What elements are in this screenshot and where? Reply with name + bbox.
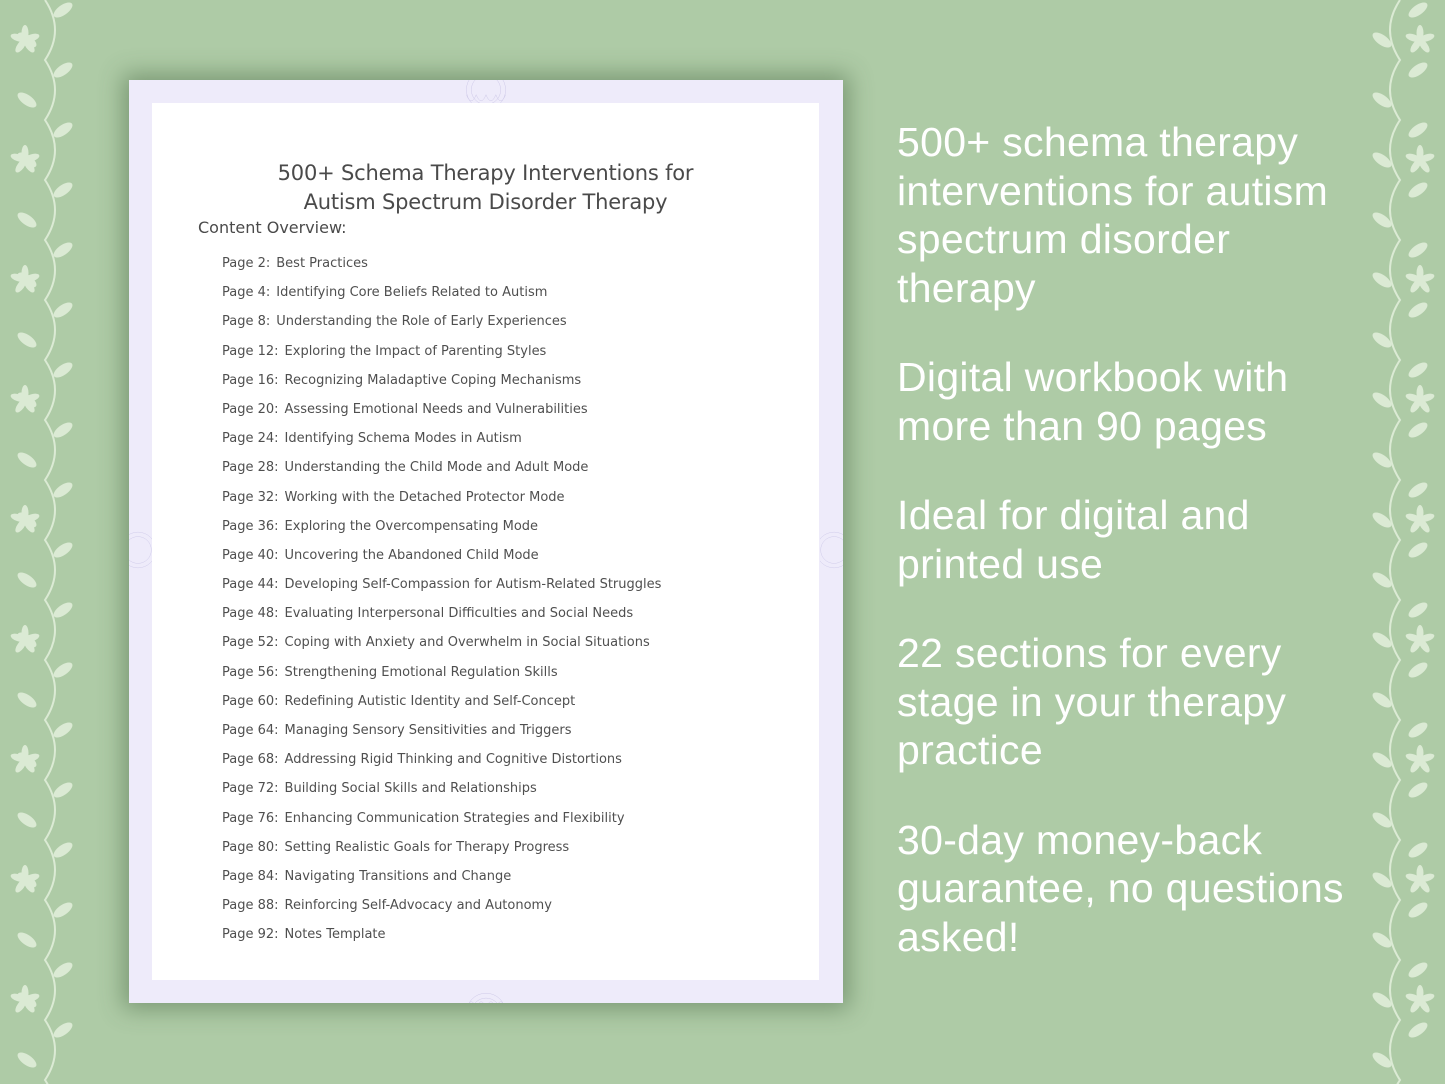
toc-page-number: Page 84: [222,868,279,884]
toc-title: Identifying Schema Modes in Autism [284,431,522,447]
toc-page-number: Page 56: [222,664,279,680]
toc-item [222,488,661,517]
toc-item [222,429,661,458]
toc-item [222,458,661,487]
toc-title: Strengthening Emotional Regulation Skills [284,664,558,680]
toc-title: Best Practices [276,256,368,271]
toc-item [222,867,661,896]
table-of-contents [222,254,661,955]
document-title [152,159,819,217]
feature-item: 500+ schema therapy interventions for autism spectrum disorder therapy [897,119,1329,311]
toc-title: Developing Self-Compassion for Autism-Related Struggles [284,577,662,593]
toc-title: Notes Template [284,927,386,943]
toc-page-number: Page 40: [222,547,279,563]
document-content [152,103,819,980]
toc-title: Exploring the Overcompensating Mode [284,518,539,534]
toc-page-number: Page 16: [222,372,279,388]
toc-title: Understanding the Role of Early Experiences [276,314,567,330]
toc-page-number: Page 80: [222,839,279,855]
feature-item: Digital workbook with more than 90 pages [897,354,1289,449]
toc-page-number: Page 44: [222,577,279,593]
toc-item [222,809,661,838]
toc-title: Identifying Core Beliefs Related to Autism [276,285,548,301]
toc-page-number: Page 64: [222,723,279,738]
toc-item [222,750,661,779]
toc-item [222,896,661,925]
toc-item [222,925,661,954]
toc-page-number: Page 28: [222,460,279,476]
floral-vine-right-icon [1355,0,1445,1084]
toc-page-number: Page 88: [222,898,279,914]
toc-title: Managing Sensory Sensitivities and Triggers [284,723,572,738]
mandala-left-icon [129,450,152,650]
toc-title: Building Social Skills and Relationships [284,781,537,797]
toc-title: Evaluating Interpersonal Difficulties and Social Needs [284,606,634,622]
mandala-right-icon [820,450,843,650]
toc-item [222,283,661,312]
toc-page-number: Page 32: [222,489,279,505]
toc-title: Recognizing Maladaptive Coping Mechanisms [284,372,582,388]
toc-title: Setting Realistic Goals for Therapy Progress [284,839,570,855]
toc-item [222,546,661,575]
toc-page-number: Page 72: [222,781,279,797]
feature-item: 22 sections for every stage in your therapy practice [897,630,1287,773]
content-overview-label: Content Overview: [198,218,347,237]
toc-title: Exploring the Impact of Parenting Styles [284,343,547,359]
toc-item [222,254,661,283]
toc-title: Assessing Emotional Needs and Vulnerabilities [284,401,588,417]
document-title-line2: Autism Spectrum Disorder Therapy [303,190,668,214]
toc-item [222,604,661,633]
toc-title: Understanding the Child Mode and Adult Mode [284,460,589,476]
toc-page-number: Page 92: [222,927,279,943]
toc-page-number: Page 24: [222,431,279,447]
toc-page-number: Page 4: [222,285,271,301]
toc-page-number: Page 76: [222,810,279,826]
toc-item [222,721,661,750]
toc-title: Uncovering the Abandoned Child Mode [284,547,539,563]
toc-title: Coping with Anxiety and Overwhelm in Social Situations [284,635,650,651]
toc-page-number: Page 60: [222,693,279,709]
toc-title: Enhancing Communication Strategies and Flexibility [284,810,625,826]
toc-title: Working with the Detached Protector Mode [284,489,565,505]
toc-title: Navigating Transitions and Change [284,868,512,884]
toc-page-number: Page 2: [222,256,271,271]
toc-item [222,663,661,692]
toc-item [222,342,661,371]
toc-item [222,633,661,662]
toc-item [222,400,661,429]
floral-vine-left-icon [0,0,90,1084]
toc-item [222,371,661,400]
toc-page-number: Page 68: [222,752,279,768]
toc-item [222,779,661,808]
toc-item [222,575,661,604]
toc-title: Reinforcing Self-Advocacy and Autonomy [284,898,552,914]
document-preview [129,80,843,1003]
toc-item [222,838,661,867]
toc-page-number: Page 36: [222,518,279,534]
toc-page-number: Page 20: [222,401,279,417]
toc-page-number: Page 52: [222,635,279,651]
feature-list [897,118,1367,1002]
toc-title: Redefining Autistic Identity and Self-Concept [284,693,576,709]
toc-page-number: Page 12: [222,343,279,359]
toc-item [222,692,661,721]
toc-item [222,517,661,546]
feature-item: 30-day money-back guarantee, no questions asked! [897,816,1344,960]
toc-title: Addressing Rigid Thinking and Cognitive Distortions [284,752,622,768]
toc-item [222,312,661,341]
toc-page-number: Page 8: [222,314,271,330]
feature-item: Ideal for digital and printed use [897,492,1250,587]
mandala-bottom-icon [379,977,593,1003]
toc-page-number: Page 48: [222,606,279,622]
document-title-line1: 500+ Schema Therapy Interventions for [277,161,694,185]
